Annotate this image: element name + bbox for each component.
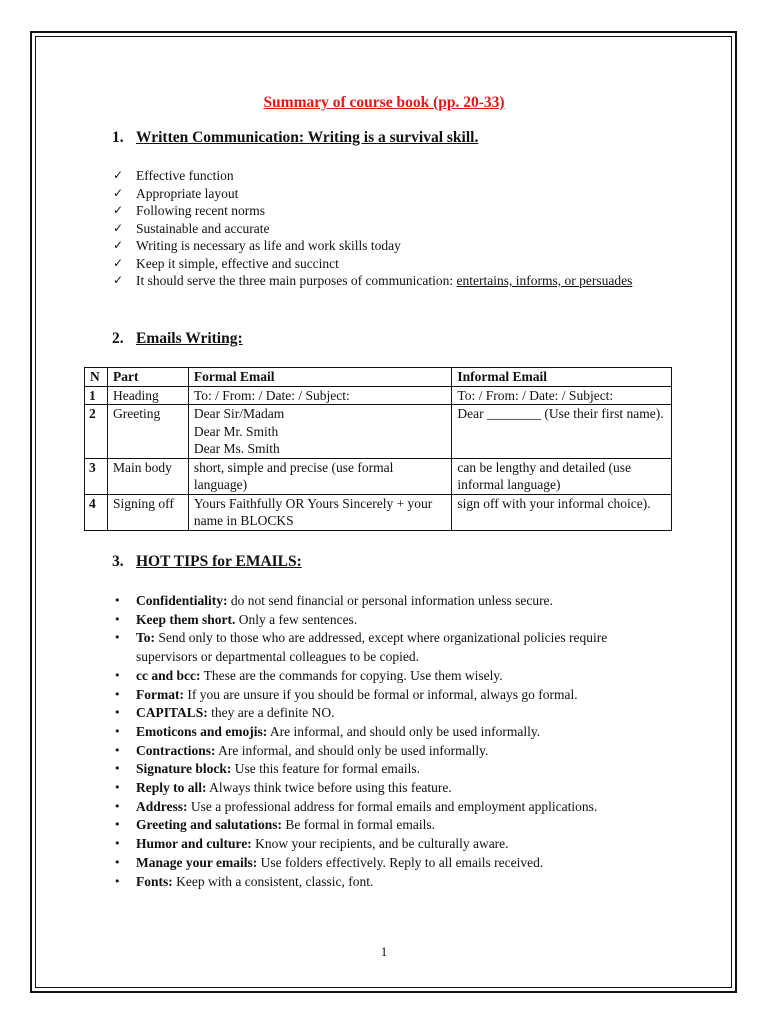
list-item: • Manage your emails: Use folders effectively. Reply to all emails received. [112, 854, 672, 873]
table-row: 2 Greeting Dear Sir/Madam Dear Mr. Smith Dear Ms. Smith Dear ________ (Use their first name). [85, 405, 672, 459]
section-2-number: 2. [112, 330, 124, 347]
table-row: 1 Heading To: / From: / Date: / Subject: To: / From: / Date: / Subject: [85, 386, 672, 405]
section-1-checklist [112, 167, 652, 290]
list-item: ✓ Appropriate layout [113, 185, 239, 201]
list-item: • Reply to all: Always think twice before using this feature. [112, 779, 672, 798]
check-icon: ✓ [113, 238, 124, 252]
list-item: ✓ It should serve the three main purposes of communication: entertains, informs, or persuades [113, 273, 633, 288]
bullet-icon: • [114, 706, 121, 720]
list-item: ✓ Keep it simple, effective and succinct [113, 255, 339, 271]
list-item: • Confidentiality: do not send financial or personal information unless secure. [112, 592, 672, 611]
section-3-heading [112, 553, 302, 571]
purposes-underlined: entertains, informs, or persuades [456, 273, 633, 288]
list-item: • Contractions: Are informal, and should only be used informally. [112, 742, 672, 761]
check-icon: ✓ [113, 220, 124, 235]
bullet-icon: • [114, 594, 121, 607]
bullet-icon: • [114, 743, 121, 757]
section-1-title: Written Communication: Writing is a survival skill. [136, 129, 479, 146]
check-icon: ✓ [113, 255, 124, 270]
table-row: 4 Signing off Yours Faithfully OR Yours Sincerely + your name in BLOCKS sign off with your informal choice). [85, 494, 672, 530]
emails-table [84, 367, 672, 531]
list-item: • Emoticons and emojis: Are informal, and should only be used informally. [112, 723, 672, 742]
column-header-formal: Formal Email [188, 368, 451, 387]
bullet-icon: • [114, 837, 121, 851]
bullet-icon: • [114, 687, 121, 701]
section-2-title: Emails Writing: [136, 330, 243, 347]
list-item: ✓ Following recent norms [113, 203, 265, 218]
bullet-icon: • [114, 855, 121, 869]
list-item: • CAPITALS: they are a definite NO. [112, 704, 672, 723]
bullet-icon: • [114, 668, 121, 682]
hot-tips-list [112, 592, 672, 891]
list-item: ✓ Effective function [113, 168, 234, 183]
list-item: • Address: Use a professional address for formal emails and employment applications. [112, 798, 672, 817]
page-number: 1 [380, 944, 388, 959]
list-item: ✓ Writing is necessary as life and work skills today [113, 238, 401, 253]
check-icon: ✓ [113, 168, 124, 182]
list-item: • Keep them short. Only a few sentences. [112, 611, 672, 630]
table-row: 3 Main body short, simple and precise (use formal language) can be lengthy and detailed (use informal language) [85, 458, 672, 494]
list-item: • Signature block: Use this feature for formal emails. [112, 760, 672, 779]
bullet-icon: • [114, 612, 121, 626]
list-item: • Humor and culture: Know your recipients, and be culturally aware. [112, 835, 672, 854]
bullet-icon: • [114, 631, 121, 645]
section-3-number: 3. [112, 553, 124, 570]
section-1-number: 1. [112, 129, 124, 146]
list-item: • cc and bcc: These are the commands for copying. Use them wisely. [112, 667, 672, 686]
list-item: • Greeting and salutations: Be formal in formal emails. [112, 816, 672, 835]
section-1-heading [112, 129, 478, 147]
bullet-icon: • [114, 799, 121, 813]
bullet-icon: • [114, 818, 121, 832]
column-header-part: Part [107, 368, 188, 387]
column-header-informal: Informal Email [452, 368, 672, 387]
section-3-title: HOT TIPS for EMAILS: [136, 553, 302, 570]
list-item: • To: Send only to those who are addressed, except where organizational policies require supervisors or departmental colleagues to be copied. [114, 630, 608, 665]
table-header-row [85, 368, 672, 387]
page-title: Summary of course book (pp. 20-33) [263, 94, 505, 111]
list-item: ✓ Sustainable and accurate [113, 220, 270, 236]
column-header-n: N [85, 368, 108, 387]
list-item: • Fonts: Keep with a consistent, classic, font. [112, 873, 672, 892]
check-icon: ✓ [113, 185, 124, 200]
list-item: • Format: If you are unsure if you should be formal or informal, always go formal. [112, 686, 672, 705]
check-icon: ✓ [113, 273, 124, 287]
bullet-icon: • [114, 724, 121, 738]
bullet-icon: • [114, 781, 121, 795]
check-icon: ✓ [113, 203, 124, 217]
bullet-icon: • [114, 874, 121, 888]
bullet-icon: • [114, 762, 121, 776]
section-2-heading [112, 330, 243, 348]
